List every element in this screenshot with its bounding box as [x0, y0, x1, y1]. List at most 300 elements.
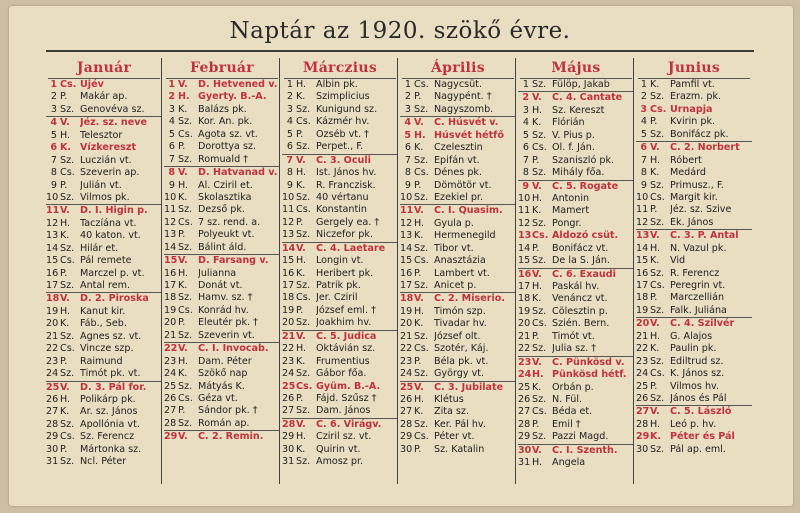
day-number: 15 [164, 255, 178, 267]
saint-name: Konrád hv. [198, 304, 249, 316]
day-row [282, 229, 398, 241]
day-row [518, 318, 634, 330]
day-row [518, 91, 634, 104]
day-number: 6 [640, 142, 647, 154]
saint-name: Romuald † [198, 153, 249, 165]
saint-name: János és Pál [670, 392, 727, 404]
day-number: 1 [50, 79, 57, 90]
day-row [636, 217, 752, 229]
day-row [636, 155, 752, 167]
day-row [164, 405, 280, 417]
day-list [46, 79, 162, 469]
saint-name: Gábor főa. [316, 368, 367, 380]
day-row [518, 205, 634, 217]
day-number: 20 [636, 318, 650, 330]
day-row [46, 444, 162, 456]
day-number: 11 [164, 204, 177, 216]
day-row [518, 394, 634, 406]
day-number: 14 [46, 242, 59, 254]
weekday: K. [178, 368, 188, 380]
day-row [518, 167, 634, 179]
day-number: 16 [636, 267, 649, 279]
day-row [164, 317, 280, 329]
day-number: 13 [518, 230, 532, 242]
saint-name: Cölesztin p. [552, 305, 608, 317]
weekday: P. [650, 116, 658, 128]
day-row [400, 280, 516, 292]
saint-name: C. 3. Oculi [316, 154, 371, 166]
day-number: 8 [50, 167, 57, 179]
day-number: 8 [286, 167, 293, 179]
saint-name: Béda et. [552, 406, 593, 418]
day-number: 2 [404, 91, 411, 103]
weekday: H. [414, 217, 425, 229]
saint-name: Angela [552, 457, 586, 469]
saint-name: Péter és Pál [670, 431, 735, 443]
weekday: Sz. [296, 405, 311, 417]
weekday: V. [532, 444, 542, 456]
day-row [518, 105, 634, 117]
saint-name: Fáb., Seb. [80, 318, 127, 330]
weekday: Sz. [178, 380, 193, 392]
day-number: 21 [46, 330, 59, 342]
day-number: 25 [400, 381, 414, 393]
weekday: Cs. [60, 343, 75, 355]
day-number: 16 [164, 267, 177, 279]
saint-name: Nagyszomb. [434, 103, 494, 115]
day-row [400, 292, 516, 305]
day-row [636, 305, 752, 317]
day-row [46, 116, 162, 129]
weekday: Cs. [414, 79, 429, 90]
day-row [164, 418, 280, 430]
weekday: P. [178, 141, 186, 153]
saint-name: Heribert pk. [316, 267, 374, 279]
day-row [636, 268, 752, 280]
weekday: Sz. [60, 368, 75, 380]
weekday: Sz. [650, 267, 665, 279]
day-row [636, 331, 752, 343]
day-number: 27 [46, 406, 59, 418]
weekday: P. [178, 317, 186, 329]
day-number: 3 [640, 103, 647, 115]
month-column-june [636, 58, 752, 484]
weekday: P. [178, 405, 186, 417]
weekday: Sz. [60, 242, 75, 254]
day-row [636, 79, 752, 91]
day-row [636, 431, 752, 443]
day-number: 12 [164, 216, 177, 228]
day-number: 19 [400, 305, 413, 317]
weekday: P. [60, 267, 68, 279]
weekday: K. [532, 205, 542, 217]
saint-name: Ar. sz. János [80, 406, 138, 418]
month-name: Január [48, 58, 160, 79]
day-row [282, 141, 398, 153]
day-row [164, 330, 280, 342]
saint-name: Mamert [552, 205, 590, 217]
day-number: 6 [168, 141, 175, 153]
day-number: 28 [282, 418, 296, 430]
saint-name: Pál remete [80, 255, 132, 267]
weekday: P. [60, 443, 68, 455]
weekday: Cs. [650, 368, 665, 380]
weekday: V. [296, 154, 306, 166]
day-number: 9 [404, 179, 411, 191]
day-number: 16 [282, 267, 295, 279]
weekday: Sz. [650, 91, 665, 103]
saint-name: Áldozó csüt. [552, 230, 619, 242]
weekday: Cs. [650, 280, 665, 291]
day-row [636, 343, 752, 355]
day-number: 22 [46, 343, 59, 355]
saint-name: C. I. Invocab. [198, 343, 269, 355]
weekday: H. [650, 242, 661, 254]
day-number: 9 [640, 179, 647, 191]
saint-name: Hermenegild [434, 230, 496, 242]
weekday: Sz. [532, 167, 547, 179]
day-number: 15 [282, 255, 295, 267]
day-number: 26 [164, 392, 177, 404]
saint-name: Timón szp. [434, 305, 486, 317]
weekday: K. [650, 343, 660, 355]
day-row [164, 368, 280, 380]
day-number: 7 [286, 154, 293, 166]
day-row [400, 394, 516, 406]
day-row [46, 79, 162, 91]
saint-name: Orbán p. [552, 381, 594, 393]
month-name: Február [166, 58, 278, 79]
saint-name: Ker. Pál hv. [434, 418, 486, 430]
day-row [518, 457, 634, 469]
day-number: 6 [404, 142, 411, 154]
day-number: 26 [636, 392, 649, 404]
day-number: 29 [282, 431, 295, 443]
day-row [400, 318, 516, 330]
day-row [46, 343, 162, 355]
day-row [164, 381, 280, 393]
saint-name: D. I. Higin p. [80, 205, 148, 217]
weekday: Sz. [178, 329, 193, 341]
saint-name: Dam. Péter [198, 355, 252, 367]
day-number: 14 [164, 241, 177, 253]
day-row [636, 255, 752, 267]
day-row [282, 116, 398, 128]
day-number: 12 [46, 217, 59, 229]
weekday: H. [650, 330, 661, 342]
month-name: Márczius [284, 58, 396, 79]
day-row [518, 281, 634, 293]
day-number: 21 [400, 330, 413, 342]
day-row [400, 368, 516, 380]
weekday: P. [414, 355, 422, 367]
day-number: 19 [518, 305, 531, 317]
saint-name: Peregrin vt. [670, 280, 726, 291]
saint-name: 40 katon. vt. [80, 230, 141, 242]
day-number: 3 [50, 103, 57, 115]
saint-name: Pünkösd hétf. [552, 369, 627, 381]
weekday: Sz. [296, 317, 311, 329]
day-row [46, 292, 162, 305]
column-divider [515, 58, 516, 484]
weekday: K. [178, 280, 188, 291]
day-number: 15 [636, 255, 649, 267]
saint-name: Péter vt. [434, 431, 475, 443]
saint-name: Paulin pk. [670, 343, 717, 355]
day-number: 4 [286, 116, 293, 128]
saint-name: D. Farsang v. [198, 255, 269, 267]
day-row [400, 381, 516, 394]
weekday: Sz. [532, 129, 547, 141]
weekday: H. [414, 129, 426, 141]
weekday: Sz. [296, 368, 311, 380]
weekday: Sz. [650, 304, 665, 316]
saint-name: Pazzi Magd. [552, 431, 609, 443]
saint-name: Szimplicius [316, 91, 370, 103]
day-number: 30 [282, 443, 295, 455]
saint-name: Genovéva sz. [80, 103, 145, 115]
day-row [518, 142, 634, 154]
saint-name: Pál ap. eml. [670, 443, 726, 455]
day-number: 24 [636, 368, 649, 380]
day-number: 1 [168, 79, 175, 90]
weekday: Sz. [296, 103, 311, 115]
weekday: Cs. [532, 142, 547, 154]
day-row [400, 104, 516, 116]
saint-name: Primusz., F. [670, 179, 724, 191]
day-row [400, 331, 516, 343]
day-row [164, 242, 280, 254]
month-column-april [400, 58, 516, 484]
weekday: Sz. [178, 204, 193, 216]
weekday: Sz. [60, 154, 75, 166]
weekday: Sz. [414, 154, 429, 166]
day-number: 20 [282, 317, 295, 329]
saint-name: Román ap. [198, 417, 250, 429]
weekday: V. [296, 242, 306, 254]
saint-name: 7 sz. rend. a. [198, 216, 261, 228]
saint-name: Taczíána vt. [80, 217, 137, 229]
saint-name: Albin pk. [316, 79, 358, 90]
saint-name: Sándor pk. † [198, 405, 258, 417]
weekday: V. [60, 205, 70, 217]
saint-name: Vilmos hv. [670, 380, 720, 392]
day-row [282, 305, 398, 317]
day-row [282, 255, 398, 267]
day-number: 22 [518, 343, 531, 355]
weekday: Sz. [60, 418, 75, 430]
saint-name: C. 5. Rogate [552, 180, 619, 192]
title-rule [46, 50, 754, 52]
weekday: Sz. [414, 242, 429, 254]
saint-name: Joakhim hv. [316, 317, 372, 329]
day-number: 13 [400, 230, 413, 242]
day-row [518, 230, 634, 242]
day-number: 13 [636, 230, 650, 242]
weekday: K. [414, 406, 424, 418]
day-number: 15 [46, 255, 59, 267]
day-row [518, 255, 634, 267]
saint-name: Géza vt. [198, 392, 238, 404]
weekday: Sz. [60, 191, 75, 203]
day-row [518, 444, 634, 457]
weekday: Sz. [178, 153, 193, 165]
saint-name: Ol. f. Ján. [552, 142, 595, 154]
day-row [282, 418, 398, 431]
weekday: K. [650, 167, 660, 179]
weekday: H. [296, 431, 307, 443]
day-row [164, 129, 280, 141]
day-number: 27 [164, 405, 177, 417]
weekday: Cs. [532, 318, 547, 330]
weekday: P. [60, 179, 68, 191]
day-number: 3 [286, 103, 293, 115]
saint-name: C. Pünkösd v. [552, 356, 625, 368]
day-number: 10 [46, 191, 59, 203]
day-row [46, 104, 162, 116]
day-row [400, 255, 516, 267]
weekday: P. [650, 204, 658, 216]
day-number: 25 [282, 380, 296, 392]
saint-name: C. 5. László [670, 406, 732, 418]
day-number: 5 [168, 128, 175, 140]
weekday: Sz. [296, 280, 311, 291]
day-row [400, 218, 516, 230]
day-row [518, 268, 634, 281]
weekday: Cs. [414, 431, 429, 443]
weekday: P. [296, 304, 304, 316]
day-number: 19 [636, 304, 649, 316]
day-number: 22 [164, 343, 178, 355]
day-row [636, 243, 752, 255]
saint-name: Medárd [670, 167, 707, 179]
day-row [636, 129, 752, 141]
day-row [636, 180, 752, 192]
weekday: Sz. [178, 292, 193, 304]
saint-name: Bonifácz vt. [552, 242, 609, 254]
day-number: 21 [282, 330, 296, 342]
weekday: Cs. [296, 116, 311, 128]
day-row [400, 130, 516, 142]
saint-name: Kor. An. pk. [198, 116, 253, 128]
weekday: H. [532, 369, 544, 381]
weekday: V. [414, 205, 424, 217]
day-number: 9 [50, 179, 57, 191]
weekday: H. [60, 393, 71, 405]
day-number: 24 [46, 368, 59, 380]
day-row [282, 405, 398, 417]
day-row [636, 405, 752, 418]
weekday: Cs. [178, 304, 193, 316]
saint-name: Fájd. Szűsz † [316, 392, 377, 404]
weekday: H. [532, 457, 543, 469]
day-number: 17 [46, 280, 59, 291]
saint-name: Antal rem. [80, 280, 131, 291]
saint-name: Patrik pk. [316, 280, 361, 291]
weekday: K. [60, 318, 70, 330]
day-number: 27 [400, 406, 413, 418]
day-row [282, 192, 398, 204]
day-row [164, 141, 280, 153]
day-row [636, 393, 752, 405]
day-row [636, 419, 752, 431]
weekday: H. [296, 167, 307, 179]
day-number: 17 [518, 281, 531, 292]
saint-name: Marczellián [670, 292, 725, 304]
saint-name: Vízkereszt [80, 142, 137, 154]
weekday: Sz. [532, 255, 547, 267]
saint-name: Béla pk. vt. [434, 355, 489, 367]
saint-name: De la S. Ján. [552, 255, 610, 267]
weekday: P. [532, 242, 540, 254]
weekday: P. [650, 380, 658, 392]
day-number: 8 [404, 167, 411, 179]
saint-name: Ágota sz. vt. [198, 128, 258, 140]
saint-name: C. 4. Szilvér [670, 318, 735, 330]
day-number: 18 [164, 292, 177, 304]
weekday: V. [414, 381, 424, 393]
saint-name: Raimund [80, 355, 123, 367]
weekday: Sz. [178, 116, 193, 128]
day-number: 5 [50, 129, 57, 141]
column-divider [279, 58, 280, 484]
saint-name: Longin vt. [316, 255, 364, 267]
day-number: 18 [46, 293, 60, 305]
weekday: K. [178, 103, 188, 115]
weekday: V. [178, 431, 188, 443]
saint-name: József olt. [434, 330, 481, 342]
saint-name: C. I. Szenth. [552, 444, 618, 456]
day-row [636, 192, 752, 204]
day-row [400, 419, 516, 431]
saint-name: D. Hatvanad v. [198, 167, 278, 179]
day-number: 2 [168, 91, 175, 103]
day-number: 6 [522, 142, 529, 154]
day-row [636, 141, 752, 154]
day-row [282, 431, 398, 443]
day-number: 24 [164, 368, 177, 380]
day-number: 5 [640, 128, 647, 140]
day-number: 14 [400, 242, 413, 254]
saint-name: Oktávián sz. [316, 343, 376, 355]
weekday: V. [60, 293, 70, 305]
day-row [282, 91, 398, 103]
day-row [282, 292, 398, 304]
day-row [46, 230, 162, 242]
saint-name: D. 3. Pál for. [80, 381, 147, 393]
day-number: 4 [404, 117, 411, 129]
weekday: Cs. [296, 204, 311, 216]
saint-name: Niczefor pk. [316, 229, 373, 241]
day-row [164, 280, 280, 292]
saint-name: Özséb vt. † [316, 128, 369, 140]
saint-name: Konstantin [316, 204, 367, 216]
day-row [164, 305, 280, 317]
saint-name: Mátyás K. [198, 380, 245, 392]
weekday: V. [60, 117, 70, 129]
day-row [518, 382, 634, 394]
day-row [164, 192, 280, 204]
day-row [46, 306, 162, 318]
weekday: Cs. [532, 230, 549, 242]
weekday: V. [532, 180, 542, 192]
saint-name: C. 3. P. Antal [670, 230, 739, 242]
day-number: 29 [636, 431, 650, 443]
day-row [46, 142, 162, 154]
weekday: Sz. [414, 280, 429, 291]
day-number: 21 [518, 330, 531, 342]
weekday: K. [296, 91, 306, 103]
